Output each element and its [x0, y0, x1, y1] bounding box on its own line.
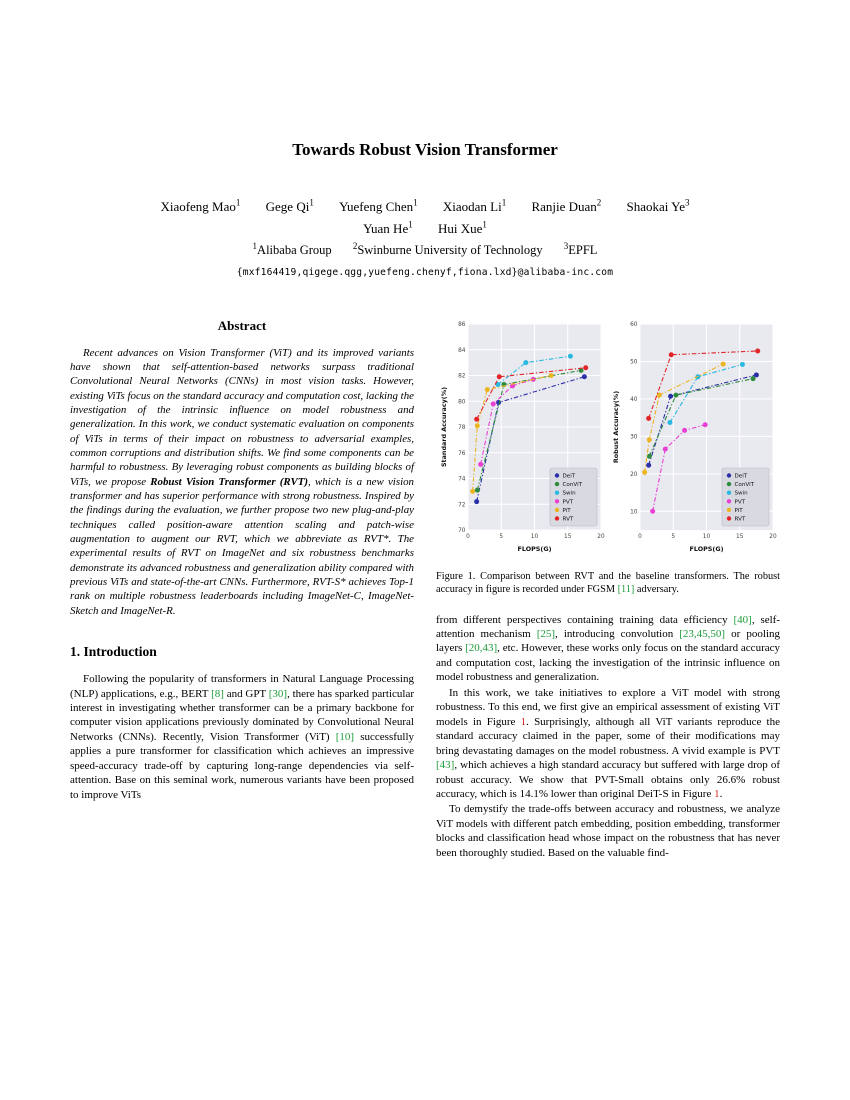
author-row-2: [70, 219, 780, 236]
standard-accuracy-chart: [438, 318, 606, 558]
svg-text:ConViT: ConViT: [734, 481, 755, 488]
figure-ref: 1: [714, 788, 720, 800]
svg-text:78: 78: [458, 424, 466, 431]
svg-text:FLOPS(G): FLOPS(G): [689, 544, 724, 553]
affiliation: $^2$Swinburne University of Technology: [352, 240, 543, 257]
left-column: [70, 318, 414, 860]
svg-text:72: 72: [458, 502, 466, 509]
svg-text:15: 15: [736, 533, 744, 540]
svg-text:PiT: PiT: [562, 507, 571, 514]
abstract-heading: Abstract: [217, 317, 267, 333]
svg-text:74: 74: [458, 476, 466, 483]
citation-ref: [43]: [436, 759, 455, 772]
author-affil-sup: 1: [309, 198, 314, 208]
author-affil-sup: 1: [501, 198, 507, 208]
affiliation: $^3$EPFL: [563, 240, 598, 257]
author: Hui Xue$^1$: [437, 219, 487, 236]
introduction-heading: 1. Introduction: [70, 644, 157, 660]
citation-ref: [30]: [268, 687, 288, 700]
affiliation: $^1$Alibaba Group: [252, 240, 332, 257]
author: Xiaodan Li$^1$: [442, 198, 507, 215]
svg-text:10: 10: [702, 533, 711, 540]
svg-text:84: 84: [458, 347, 466, 354]
author-affil-sup: 2: [596, 198, 602, 208]
body-paragraph: In this work, we take initiatives to explore a ViT model with strong robustness. To this end, we first give an empirical assessment of existing ViT models in Figure 1. Surprisingly, although all ViT variants reproduce the standard accuracy claimed in the paper, some of their modifications may bring devastating damages on the model robustness. A vivid example is PVT [43], which achieves a high standard accuracy but suffered with large drop of robust accuracy. We show that PVT-Small obtains only 26.6% robust accuracy, which is 14.1% lower than original DeiT-S in Figure 1.: [436, 686, 780, 800]
paper-title: Towards Robust Vision Transformer: [292, 140, 558, 159]
svg-text:60: 60: [630, 321, 638, 328]
svg-text:50: 50: [630, 359, 638, 366]
svg-text:10: 10: [630, 509, 638, 516]
citation-ref: [40]: [733, 613, 752, 626]
svg-text:20: 20: [769, 533, 777, 540]
author-row-1: [70, 198, 780, 215]
affiliation-row: [70, 241, 780, 258]
svg-text:76: 76: [458, 450, 466, 457]
svg-text:30: 30: [630, 434, 638, 441]
introduction-paragraph: Following the popularity of transformers in Natural Language Processing (NLP) applications, e.g., BERT [8] and GPT [30], there has sparked particular interest in investigating whether transformer can be a primary backbone for computer vision applications previously dominated by Convolutional Neural Networks (CNNs). Recently, Vision Transformer (ViT) [10] successfully applies a pure transformer for classification which achieves an impressive speed-accuracy trade-off by capturing long-range dependencies via self-attention. Base on this seminal work, numerous variants have been proposed to improve ViTs: [70, 673, 415, 801]
author-affil-sup: 3: [685, 198, 690, 208]
author: Xiaofeng Mao$^1$: [160, 198, 241, 215]
svg-text:ConViT: ConViT: [562, 481, 583, 488]
citation-ref: [10]: [335, 730, 355, 743]
body-paragraph: To demystify the trade-offs between accuracy and robustness, we analyze ViT models with different patch embedding, position embedding, transformer blocks and classification head whose impact on the robustness that has never been thoroughly studied. Based on the valuable find-: [436, 803, 780, 859]
svg-text:0: 0: [466, 533, 470, 540]
svg-text:86: 86: [458, 321, 466, 328]
svg-text:Swin: Swin: [562, 490, 576, 497]
citation-ref: [11]: [617, 584, 635, 596]
svg-text:Swin: Swin: [734, 490, 748, 497]
citation-ref: [8]: [211, 687, 224, 700]
svg-text:DeiT: DeiT: [734, 473, 748, 480]
two-column-body: [70, 318, 780, 860]
svg-text:80: 80: [458, 399, 466, 406]
svg-text:DeiT: DeiT: [562, 473, 576, 480]
citation-ref: [20,43]: [465, 642, 498, 655]
abstract-text: Recent advances on Vision Transformer (ViT) and its improved variants have shown that self-attention-based networks surpass traditional Convolutional Neural Networks (CNNs) in most vision tasks. However, existing ViTs focus on the standard accuracy and computation cost, lacking the investigation of the intrinsic influence on model robustness and generalization. In this work, we conduct systematic evaluation on components of ViTs in terms of their impact on robustness to adversarial examples, common corruptions and distribution shifts. We find some components can be harmful to robustness. By leveraging robust components as building blocks of ViTs, we propose Robust Vision Transformer (RVT), which is a new vision transformer and has superior performance with strong robustness. Inspired by the findings during the evaluation, we further propose two new plug-and-play techniques called position-aware attention scaling and patch-wise augmentation to augment our RVT, which we abbreviate as RVT*. The experimental results of RVT on ImageNet and six robustness benchmarks demonstrate its advanced robustness and generalization ability compared with previous ViTs and state-of-the-art CNNs. Furthermore, RVT-S* achieves Top-1 rank on multiple robustness leaderboards including ImageNet-C, ImageNet-Sketch and ImageNet-R.: [70, 346, 414, 617]
author: Gege Qi$^1$: [265, 198, 314, 215]
author-affil-sup: 1: [235, 198, 241, 208]
author-affil-sup: 1: [408, 219, 413, 230]
author-block: [70, 198, 780, 278]
svg-text:20: 20: [630, 471, 638, 478]
author: Shaokai Ye$^3$: [626, 198, 690, 215]
body-paragraph: from different perspectives containing training data efficiency [40], self-attention mechanism [25], introducing convolution [23,45,50] or pooling layers [20,43], etc. However, these works only focus on the standard accuracy and computation cost, lacking the investigation of the intrinsic influence on model robustness and generalization.: [436, 613, 781, 684]
author-affil-sup: 1: [482, 219, 487, 230]
svg-text:10: 10: [530, 533, 539, 540]
right-column: [436, 318, 780, 860]
svg-text:0: 0: [638, 533, 642, 540]
author-affil-sup: 1: [413, 198, 418, 208]
citation-ref: [23,45,50]: [679, 628, 726, 641]
figure-1: [436, 318, 780, 597]
author: Yuan He$^1$: [363, 219, 413, 236]
svg-text:Robust Accuracy(%): Robust Accuracy(%): [612, 390, 620, 463]
svg-text:40: 40: [630, 396, 638, 403]
svg-text:PVT: PVT: [734, 499, 746, 506]
svg-text:82: 82: [458, 373, 466, 380]
citation-ref: [25]: [536, 628, 556, 641]
svg-text:15: 15: [564, 533, 572, 540]
svg-text:5: 5: [499, 533, 504, 540]
robust-accuracy-chart: [610, 318, 778, 558]
author-emails: {mxf164419,qigege.qgg,yuefeng.chenyf,fiona.lxd}@alibaba-inc.com: [236, 266, 614, 278]
svg-text:20: 20: [597, 533, 605, 540]
svg-text:PiT: PiT: [734, 507, 743, 514]
svg-text:FLOPS(G): FLOPS(G): [517, 544, 552, 553]
author: Ranjie Duan$^2$: [531, 198, 602, 215]
svg-text:70: 70: [458, 527, 466, 534]
svg-text:Standard Accuracy(%): Standard Accuracy(%): [440, 386, 448, 467]
svg-text:RVT: RVT: [734, 516, 746, 523]
svg-text:PVT: PVT: [562, 499, 574, 506]
figure-ref: 1: [520, 715, 527, 728]
figure-1-caption: Figure 1. Comparison between RVT and the baseline transformers. The robust accuracy in figure is recorded under FGSM [11] adversary.: [436, 570, 780, 596]
svg-text:5: 5: [671, 533, 676, 540]
svg-text:RVT: RVT: [562, 516, 574, 523]
figure-1-charts: [436, 318, 780, 558]
author: Yuefeng Chen$^1$: [339, 198, 418, 215]
